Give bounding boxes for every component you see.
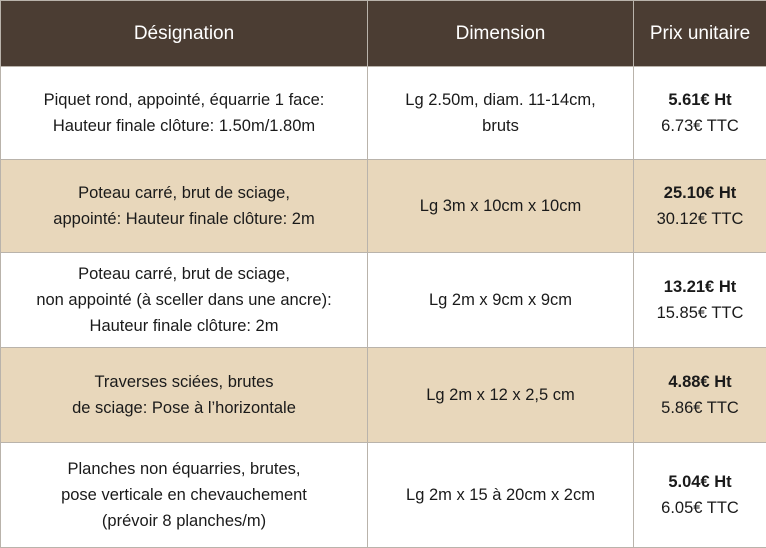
price-ht: 13.21€ Ht	[640, 274, 760, 300]
price-cell	[634, 443, 766, 548]
designation-line: Poteau carré, brut de sciage,	[7, 261, 361, 287]
designation-line: Traverses sciées, brutes	[7, 369, 361, 395]
designation-line: Piquet rond, appointé, équarrie 1 face:	[7, 87, 361, 113]
dimension-line: Lg 3m x 10cm x 10cm	[374, 193, 627, 219]
designation-cell	[1, 348, 368, 443]
price-cell	[634, 160, 766, 253]
price-cell	[634, 67, 766, 160]
dimension-line: Lg 2m x 12 x 2,5 cm	[374, 382, 627, 408]
price-cell	[634, 253, 766, 348]
dimension-cell	[368, 348, 634, 443]
designation-line: non appointé (à sceller dans une ancre):	[7, 287, 361, 313]
designation-line: Hauteur finale clôture: 2m	[7, 313, 361, 339]
designation-line: Hauteur finale clôture: 1.50m/1.80m	[7, 113, 361, 139]
header-row	[1, 1, 766, 67]
designation-cell	[1, 443, 368, 548]
dimension-cell	[368, 160, 634, 253]
dimension-line: bruts	[374, 113, 627, 139]
designation-cell	[1, 67, 368, 160]
price-ttc: 30.12€ TTC	[640, 206, 760, 232]
designation-cell	[1, 160, 368, 253]
table-body	[1, 67, 766, 548]
price-ht: 25.10€ Ht	[640, 180, 760, 206]
designation-line: Poteau carré, brut de sciage,	[7, 180, 361, 206]
table-row	[1, 443, 766, 548]
table-row	[1, 348, 766, 443]
table-row	[1, 67, 766, 160]
dimension-line: Lg 2m x 9cm x 9cm	[374, 287, 627, 313]
price-ttc: 15.85€ TTC	[640, 300, 760, 326]
header-price: Prix unitaire	[634, 1, 766, 67]
designation-cell	[1, 253, 368, 348]
dimension-line: Lg 2m x 15 à 20cm x 2cm	[374, 482, 627, 508]
price-cell	[634, 348, 766, 443]
header-dimension: Dimension	[368, 1, 634, 67]
dimension-cell	[368, 67, 634, 160]
dimension-cell	[368, 443, 634, 548]
price-ht: 4.88€ Ht	[640, 369, 760, 395]
price-ttc: 6.73€ TTC	[640, 113, 760, 139]
price-ht: 5.04€ Ht	[640, 469, 760, 495]
designation-line: de sciage: Pose à l’horizontale	[7, 395, 361, 421]
designation-line: Planches non équarries, brutes,	[7, 456, 361, 482]
table-row	[1, 160, 766, 253]
price-ht: 5.61€ Ht	[640, 87, 760, 113]
designation-line: appointé: Hauteur finale clôture: 2m	[7, 206, 361, 232]
table-header	[1, 1, 766, 67]
price-ttc: 6.05€ TTC	[640, 495, 760, 521]
header-designation: Désignation	[1, 1, 368, 67]
designation-line: pose verticale en chevauchement	[7, 482, 361, 508]
dimension-line: Lg 2.50m, diam. 11-14cm,	[374, 87, 627, 113]
price-ttc: 5.86€ TTC	[640, 395, 760, 421]
designation-line: (prévoir 8 planches/m)	[7, 508, 361, 534]
dimension-cell	[368, 253, 634, 348]
table-row	[1, 253, 766, 348]
